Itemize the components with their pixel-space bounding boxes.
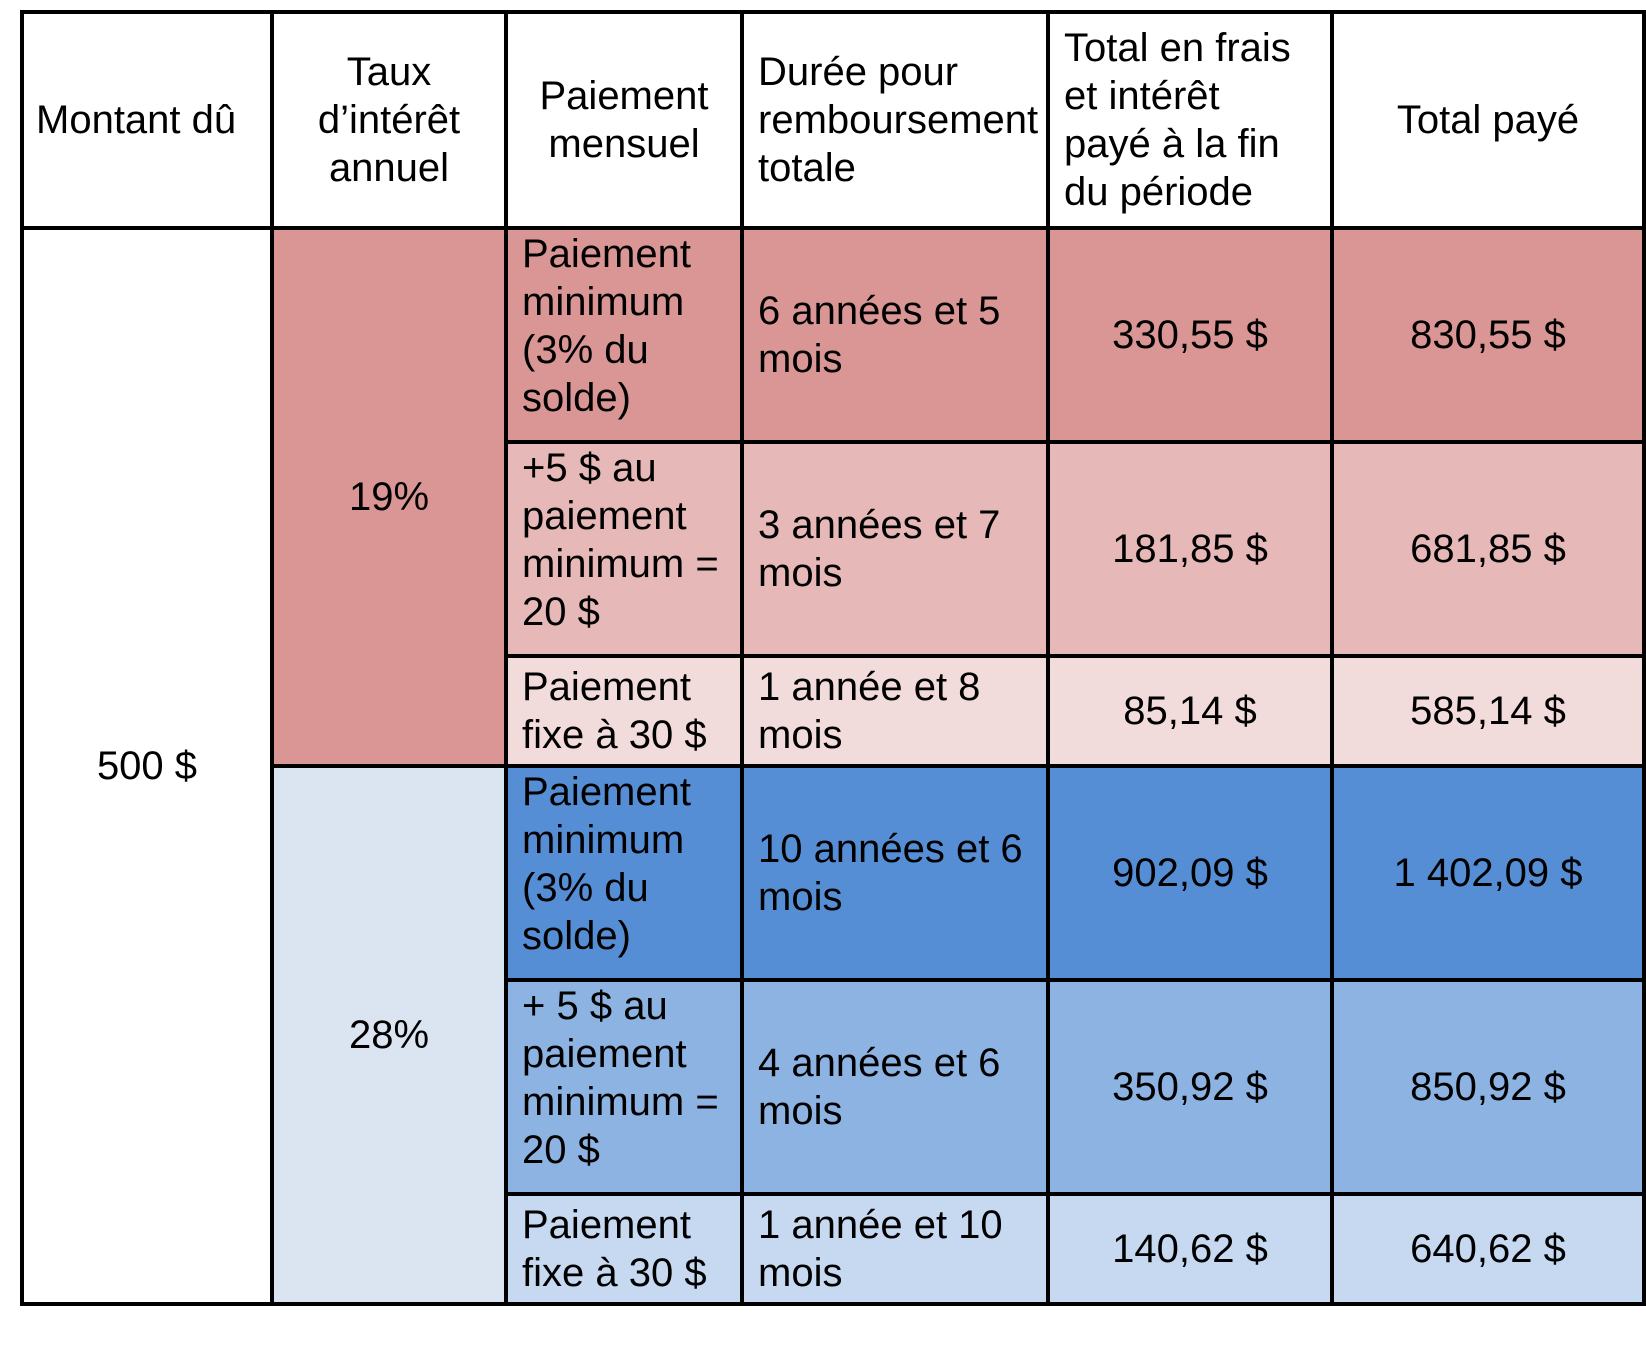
rate-cell-28: 28% xyxy=(272,766,506,1304)
header-total-paid: Total payé xyxy=(1332,12,1644,228)
interest-cell: 330,55 $ xyxy=(1048,228,1332,442)
duration-cell: 6 années et 5 mois xyxy=(742,228,1048,442)
duration-cell: 10 années et 6 mois xyxy=(742,766,1048,980)
total-paid-cell: 830,55 $ xyxy=(1332,228,1644,442)
payment-cell: Paiement minimum (3% du solde) xyxy=(506,766,742,980)
interest-cell: 85,14 $ xyxy=(1048,656,1332,766)
duration-cell: 3 années et 7 mois xyxy=(742,442,1048,656)
payment-cell: +5 $ au paiement minimum = 20 $ xyxy=(506,442,742,656)
total-paid-cell: 1 402,09 $ xyxy=(1332,766,1644,980)
rate-cell-19: 19% xyxy=(272,228,506,766)
table-row xyxy=(22,228,1644,442)
header-monthly-payment: Paiement mensuel xyxy=(506,12,742,228)
interest-cell: 902,09 $ xyxy=(1048,766,1332,980)
total-paid-cell: 585,14 $ xyxy=(1332,656,1644,766)
header-total-interest: Total en frais et intérêt payé à la fin du période xyxy=(1048,12,1332,228)
header-duration: Durée pour remboursement totale xyxy=(742,12,1048,228)
duration-cell: 1 année et 8 mois xyxy=(742,656,1048,766)
header-row xyxy=(22,12,1644,228)
total-paid-cell: 640,62 $ xyxy=(1332,1194,1644,1304)
payment-cell: Paiement fixe à 30 $ xyxy=(506,1194,742,1304)
header-amount-due: Montant dû xyxy=(22,12,272,228)
amount-due-cell: 500 $ xyxy=(22,228,272,1304)
payment-cell: Paiement fixe à 30 $ xyxy=(506,656,742,766)
payment-cell: + 5 $ au paiement minimum = 20 $ xyxy=(506,980,742,1194)
total-paid-cell: 850,92 $ xyxy=(1332,980,1644,1194)
header-annual-rate: Taux d’intérêt annuel xyxy=(272,12,506,228)
interest-cell: 140,62 $ xyxy=(1048,1194,1332,1304)
credit-repayment-table xyxy=(20,10,1646,1306)
payment-cell: Paiement minimum (3% du solde) xyxy=(506,228,742,442)
duration-cell: 4 années et 6 mois xyxy=(742,980,1048,1194)
duration-cell: 1 année et 10 mois xyxy=(742,1194,1048,1304)
total-paid-cell: 681,85 $ xyxy=(1332,442,1644,656)
interest-cell: 350,92 $ xyxy=(1048,980,1332,1194)
interest-cell: 181,85 $ xyxy=(1048,442,1332,656)
